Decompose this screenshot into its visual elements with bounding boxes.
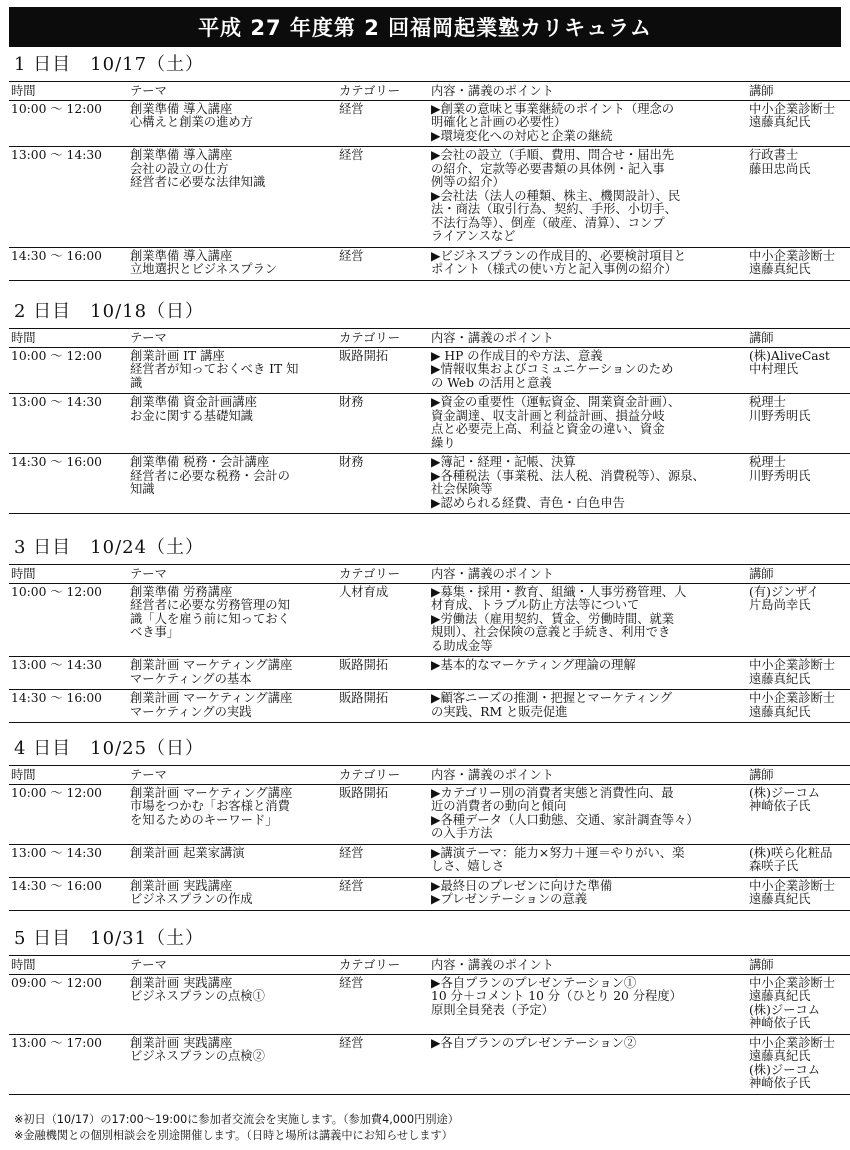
- content-line: ▶講演テーマ：能力×努力＋運＝やりがい、楽: [431, 845, 685, 860]
- content-line: ▶各種税法（事業税、法人税、消費税等）、源泉、: [431, 468, 705, 483]
- cell-time: 09:00 〜 12:00: [9, 974, 128, 1034]
- content-line: 材育成、トラブル防止方法等について: [431, 598, 640, 612]
- theme-line: 創業計画 実践講座: [130, 1035, 233, 1050]
- cell-category: 経営: [337, 974, 429, 1034]
- column-header-time: 時間: [9, 82, 128, 101]
- table-row: [9, 784, 850, 844]
- cell-time: 13:00 〜 14:30: [9, 147, 128, 248]
- cell-content: [429, 100, 747, 147]
- content-line: ▶簿記・経理・記帳、決算: [431, 455, 576, 469]
- cell-lecturer: [747, 844, 850, 877]
- lecturer-line: 遠藤真紀氏: [749, 671, 811, 686]
- theme-line: ビジネスプランの点検①: [130, 989, 265, 1003]
- content-line: 法・商法（取引行為、契約、手形、小切手、: [431, 202, 677, 216]
- theme-line: 識「人を雇う前に知っておく: [130, 611, 290, 626]
- table-row: [9, 147, 850, 248]
- cell-content: [429, 1034, 747, 1094]
- footnote-line: ※金融機関との個別相談会を別途開催します。（日時と場所は講義中にお知らせします）: [14, 1129, 453, 1142]
- theme-line: 創業計画 マーケティング講座: [130, 658, 293, 672]
- header-row: [9, 956, 850, 975]
- content-line: ライアンスなど: [431, 229, 516, 243]
- content-line: の実践、RM と販売促進: [431, 704, 568, 719]
- column-header-lecturer: 講師: [747, 956, 850, 975]
- content-line: ポイント（様式の使い方と記入事例の紹介）: [431, 262, 677, 276]
- content-line: ▶各自プランのプレゼンテーション①: [431, 975, 637, 990]
- table-body: [9, 974, 850, 1094]
- column-header-content: 内容・講義のポイント: [429, 82, 747, 101]
- cell-theme: [128, 247, 337, 280]
- cell-content: [429, 690, 747, 723]
- cell-theme: [128, 1034, 337, 1094]
- content-line: ▶認められる経費、青色・白色申告: [431, 495, 625, 510]
- theme-line: 経営者に必要な労務管理の知: [130, 598, 290, 612]
- day-schedule-table: [9, 81, 850, 281]
- day-heading: 1 日目 10/17（土）: [14, 54, 205, 75]
- table-row: [9, 454, 850, 514]
- cell-theme: [128, 147, 337, 248]
- content-line: ▶環境変化への対応と企業の継続: [431, 128, 613, 143]
- theme-line: 創業準備 労務講座: [130, 584, 233, 599]
- theme-line: 経営者に必要な法律知識: [130, 175, 266, 189]
- cell-content: [429, 394, 747, 454]
- cell-time: 10:00 〜 12:00: [9, 784, 128, 844]
- cell-time: 10:00 〜 12:00: [9, 100, 128, 147]
- header-row: [9, 565, 850, 584]
- table-row: [9, 974, 850, 1034]
- day-heading: 2 日目 10/18（日）: [14, 301, 205, 322]
- table-row: [9, 1034, 850, 1094]
- column-header-time: 時間: [9, 329, 128, 348]
- cell-lecturer: [747, 583, 850, 657]
- table-row: [9, 690, 850, 723]
- lecturer-line: (株)咲ら化粧品: [749, 845, 833, 860]
- column-header-content: 内容・講義のポイント: [429, 766, 747, 785]
- lecturer-line: 遠藤真紀氏: [749, 262, 811, 276]
- content-line: 近の消費者の動向と傾向: [431, 799, 567, 813]
- lecturer-line: 中小企業診断士: [749, 248, 836, 263]
- content-line: 不法行為等）、倒産（破産、清算）、コンプ: [431, 215, 665, 230]
- theme-line: お金に関する基礎知識: [130, 408, 253, 423]
- column-header-theme: テーマ: [128, 329, 337, 348]
- cell-theme: [128, 877, 337, 910]
- content-line: しさ、嬉しさ: [431, 859, 505, 873]
- cell-content: [429, 784, 747, 844]
- header-row: [9, 766, 850, 785]
- column-header-lecturer: 講師: [747, 329, 850, 348]
- lecturer-line: 片島尚幸氏: [749, 598, 811, 612]
- cell-lecturer: [747, 394, 850, 454]
- day-schedule-table: [9, 564, 850, 723]
- lecturer-line: 中小企業診断士: [749, 691, 836, 705]
- cell-theme: [128, 583, 337, 657]
- theme-line: 経営者が知っておくべき IT 知: [130, 362, 299, 376]
- content-line: ▶カテゴリー別の消費者実態と消費性向、最: [431, 785, 674, 800]
- content-line: ▶資金の重要性（運転資金、開業資金計画）、: [431, 395, 681, 409]
- lecturer-line: 川野秀明氏: [749, 408, 811, 423]
- cell-category: 経営: [337, 147, 429, 248]
- lecturer-line: 遠藤真紀氏: [749, 1049, 811, 1063]
- table-row: [9, 657, 850, 690]
- theme-line: 心構えと創業の進め方: [130, 115, 253, 129]
- cell-lecturer: [747, 877, 850, 910]
- column-header-lecturer: 講師: [747, 82, 850, 101]
- cell-theme: [128, 974, 337, 1034]
- content-line: 規則）、社会保険の意義と手続き、利用でき: [431, 625, 671, 639]
- cell-content: [429, 657, 747, 690]
- theme-line: ビジネスプランの作成: [130, 892, 253, 906]
- table-row: [9, 394, 850, 454]
- cell-lecturer: [747, 147, 850, 248]
- content-line: 原則全員発表（予定）: [431, 1002, 554, 1017]
- content-line: ▶情報収集およびコミュニケーションのため: [431, 362, 674, 376]
- lecturer-line: 森咲子氏: [749, 859, 799, 873]
- footnote-line: ※初日（10/17）の17:00〜19:00に参加者交流会を実施します。（参加費4,000円別途）: [14, 1113, 459, 1126]
- theme-line: 識: [130, 375, 143, 390]
- cell-time: 13:00 〜 14:30: [9, 394, 128, 454]
- theme-line: 創業計画 マーケティング講座: [130, 691, 293, 705]
- cell-theme: [128, 347, 337, 394]
- content-line: る助成金等: [431, 638, 493, 653]
- column-header-content: 内容・講義のポイント: [429, 329, 747, 348]
- lecturer-line: (株)AliveCast: [749, 348, 830, 363]
- cell-lecturer: [747, 347, 850, 394]
- content-line: ▶基本的なマーケティング理論の理解: [431, 658, 636, 672]
- table-row: [9, 583, 850, 657]
- column-header-content: 内容・講義のポイント: [429, 565, 747, 584]
- column-header-time: 時間: [9, 956, 128, 975]
- theme-line: を知るためのキーワード」: [130, 812, 278, 827]
- column-header-category: カテゴリー: [337, 956, 429, 975]
- cell-category: 人材育成: [337, 583, 429, 657]
- day-schedule-table: [9, 955, 850, 1095]
- content-line: の入手方法: [431, 826, 493, 840]
- lecturer-line: 遠藤真紀氏: [749, 892, 811, 906]
- cell-content: [429, 877, 747, 910]
- content-line: 例等の紹介）: [431, 175, 505, 189]
- content-line: ▶最終日のプレゼンに向けた準備: [431, 878, 613, 893]
- content-line: 社会保険等: [431, 482, 493, 496]
- table-body: [9, 583, 850, 723]
- content-line: ▶募集・採用・教育、組織・人事労務管理、人: [431, 584, 687, 599]
- theme-line: 創業計画 IT 講座: [130, 348, 225, 363]
- column-header-theme: テーマ: [128, 766, 337, 785]
- content-line: ▶各自プランのプレゼンテーション②: [431, 1035, 637, 1050]
- column-header-category: カテゴリー: [337, 329, 429, 348]
- cell-content: [429, 583, 747, 657]
- cell-theme: [128, 690, 337, 723]
- theme-line: 創業計画 実践講座: [130, 878, 233, 893]
- column-header-category: カテゴリー: [337, 82, 429, 101]
- content-line: ▶会社法（法人の種類、株主、機関設計）、民: [431, 188, 681, 203]
- table-header: [9, 82, 850, 101]
- lecturer-line: 中小企業診断士: [749, 658, 836, 672]
- table-body: [9, 347, 850, 514]
- cell-lecturer: [747, 784, 850, 844]
- cell-theme: [128, 784, 337, 844]
- cell-time: 14:30 〜 16:00: [9, 247, 128, 280]
- header-row: [9, 329, 850, 348]
- table-header: [9, 329, 850, 348]
- cell-category: 経営: [337, 100, 429, 147]
- theme-line: べき事」: [130, 625, 180, 639]
- cell-category: 販路開拓: [337, 657, 429, 690]
- theme-line: 創業計画 起業家講演: [130, 845, 245, 860]
- cell-time: 10:00 〜 12:00: [9, 347, 128, 394]
- theme-line: 創業計画 実践講座: [130, 975, 233, 990]
- theme-line: 経営者に必要な税務・会計の: [130, 468, 290, 483]
- cell-category: 経営: [337, 1034, 429, 1094]
- lecturer-line: 中村理氏: [749, 362, 799, 376]
- table-row: [9, 347, 850, 394]
- column-header-time: 時間: [9, 565, 128, 584]
- cell-lecturer: [747, 690, 850, 723]
- content-line: 繰り: [431, 435, 456, 450]
- theme-line: 会社の設立の仕方: [130, 161, 229, 176]
- content-line: ▶ HP の作成目的や方法、意義: [431, 348, 603, 363]
- table-row: [9, 877, 850, 910]
- day-heading: 4 日目 10/25（日）: [14, 738, 205, 759]
- content-line: 資金調達、収支計画と利益計画、損益分岐: [431, 408, 665, 423]
- cell-content: [429, 347, 747, 394]
- theme-line: 創業準備 導入講座: [130, 101, 233, 116]
- content-line: ▶会社の設立（手順、費用、問合せ・届出先: [431, 148, 675, 162]
- theme-line: 市場をつかむ「お客様と消費: [130, 799, 290, 813]
- cell-content: [429, 147, 747, 248]
- lecturer-line: (株)ジーコム: [749, 785, 821, 800]
- cell-theme: [128, 657, 337, 690]
- lecturer-line: 行政書士: [749, 148, 799, 162]
- theme-line: マーケティングの実践: [130, 704, 252, 719]
- column-header-lecturer: 講師: [747, 766, 850, 785]
- cell-theme: [128, 394, 337, 454]
- cell-category: 財務: [337, 454, 429, 514]
- header-row: [9, 82, 850, 101]
- cell-lecturer: [747, 100, 850, 147]
- lecturer-line: 税理士: [749, 395, 786, 409]
- cell-time: 14:30 〜 16:00: [9, 454, 128, 514]
- cell-lecturer: [747, 247, 850, 280]
- column-header-category: カテゴリー: [337, 565, 429, 584]
- lecturer-line: 中小企業診断士: [749, 878, 836, 893]
- content-line: の Web の活用と意義: [431, 375, 552, 390]
- content-line: ▶労働法（雇用契約、賃金、労働時間、就業: [431, 611, 675, 626]
- cell-theme: [128, 844, 337, 877]
- theme-line: マーケティングの基本: [130, 671, 252, 686]
- cell-theme: [128, 454, 337, 514]
- theme-line: 知識: [130, 482, 155, 496]
- column-header-lecturer: 講師: [747, 565, 850, 584]
- day-heading: 5 日目 10/31（土）: [14, 928, 205, 949]
- cell-category: 販路開拓: [337, 690, 429, 723]
- cell-time: 13:00 〜 17:00: [9, 1034, 128, 1094]
- lecturer-line: 遠藤真紀氏: [749, 115, 811, 129]
- content-line: ▶顧客ニーズの推測・把握とマーケティング: [431, 691, 673, 705]
- table-body: [9, 100, 850, 280]
- content-line: 10 分＋コメント 10 分（ひとり 20 分程度）: [431, 989, 682, 1003]
- content-line: ▶ビジネスプランの作成目的、必要検討項目と: [431, 248, 687, 263]
- lecturer-line: 川野秀明氏: [749, 468, 811, 483]
- lecturer-line: 神崎依子氏: [749, 1076, 811, 1090]
- column-header-time: 時間: [9, 766, 128, 785]
- cell-category: 経営: [337, 247, 429, 280]
- theme-line: 創業準備 税務・会計講座: [130, 455, 270, 469]
- column-header-theme: テーマ: [128, 956, 337, 975]
- content-line: ▶創業の意味と事業継続のポイント（理念の: [431, 101, 675, 116]
- lecturer-line: 中小企業診断士: [749, 101, 836, 116]
- lecturer-line: 藤田忠尚氏: [749, 161, 811, 176]
- day-schedule-table: [9, 765, 850, 911]
- cell-lecturer: [747, 1034, 850, 1094]
- cell-content: [429, 454, 747, 514]
- column-header-theme: テーマ: [128, 82, 337, 101]
- cell-category: 販路開拓: [337, 784, 429, 844]
- content-line: の紹介、定款等必要書類の具体例・記入事: [431, 161, 665, 176]
- theme-line: 立地選択とビジネスプラン: [130, 262, 278, 276]
- column-header-category: カテゴリー: [337, 766, 429, 785]
- column-header-content: 内容・講義のポイント: [429, 956, 747, 975]
- lecturer-line: 中小企業診断士: [749, 975, 836, 990]
- theme-line: 創業準備 資金計画講座: [130, 395, 257, 409]
- lecturer-line: 遠藤真紀氏: [749, 704, 811, 719]
- cell-category: 財務: [337, 394, 429, 454]
- theme-line: 創業計画 マーケティング講座: [130, 785, 293, 800]
- lecturer-line: 中小企業診断士: [749, 1035, 836, 1050]
- content-line: ▶プレゼンテーションの意義: [431, 892, 588, 906]
- content-line: 明確化と計画の必要性）: [431, 115, 567, 129]
- cell-lecturer: [747, 974, 850, 1034]
- table-header: [9, 766, 850, 785]
- cell-content: [429, 247, 747, 280]
- table-row: [9, 100, 850, 147]
- table-row: [9, 844, 850, 877]
- column-header-theme: テーマ: [128, 565, 337, 584]
- lecturer-line: (有)ジンザイ: [749, 584, 819, 599]
- cell-time: 13:00 〜 14:30: [9, 657, 128, 690]
- lecturer-line: 税理士: [749, 455, 786, 469]
- cell-time: 14:30 〜 16:00: [9, 877, 128, 910]
- lecturer-line: 遠藤真紀氏: [749, 989, 811, 1003]
- cell-time: 14:30 〜 16:00: [9, 690, 128, 723]
- page-title: 平成 27 年度第 2 回福岡起業塾カリキュラム: [9, 7, 841, 47]
- cell-time: 10:00 〜 12:00: [9, 583, 128, 657]
- day-heading: 3 日目 10/24（土）: [14, 537, 205, 558]
- content-line: ▶各種データ（人口動態、交通、家計調査等々）: [431, 812, 699, 827]
- theme-line: ビジネスプランの点検②: [130, 1049, 265, 1063]
- table-row: [9, 247, 850, 280]
- theme-line: 創業準備 導入講座: [130, 148, 233, 162]
- table-header: [9, 956, 850, 975]
- day-schedule-table: [9, 328, 850, 514]
- cell-theme: [128, 100, 337, 147]
- cell-category: 販路開拓: [337, 347, 429, 394]
- lecturer-line: 神崎依子氏: [749, 799, 811, 813]
- table-header: [9, 565, 850, 584]
- lecturer-line: 神崎依子氏: [749, 1016, 811, 1030]
- theme-line: 創業準備 導入講座: [130, 248, 233, 263]
- lecturer-line: (株)ジーコム: [749, 1062, 821, 1077]
- table-body: [9, 784, 850, 910]
- cell-lecturer: [747, 454, 850, 514]
- cell-lecturer: [747, 657, 850, 690]
- cell-content: [429, 974, 747, 1034]
- lecturer-line: (株)ジーコム: [749, 1002, 821, 1017]
- cell-content: [429, 844, 747, 877]
- content-line: 点と必要売上高、利益と資金の違い、資金: [431, 422, 665, 436]
- cell-time: 13:00 〜 14:30: [9, 844, 128, 877]
- cell-category: 経営: [337, 844, 429, 877]
- cell-category: 経営: [337, 877, 429, 910]
